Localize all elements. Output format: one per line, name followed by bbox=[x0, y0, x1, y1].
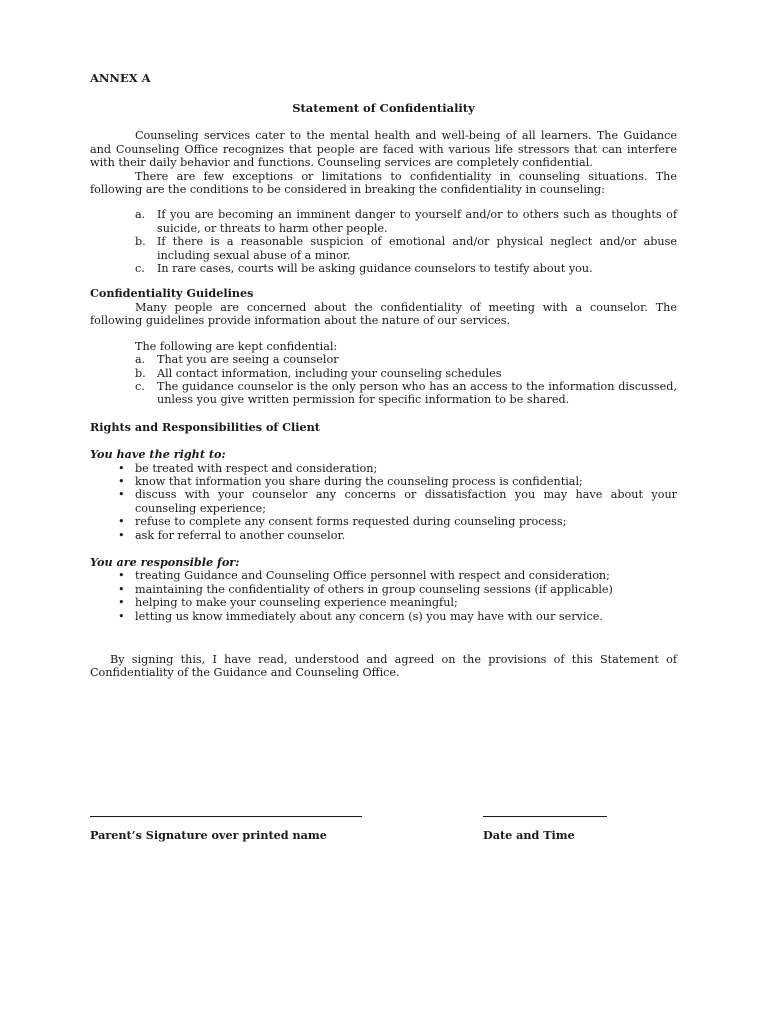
kept-confidential-intro: The following are kept confidential: bbox=[135, 339, 338, 353]
list-item bbox=[90, 583, 677, 596]
guidelines-paragraph: Many people are concerned about the confidentiality of meeting with a counselor. The following guidelines provide information about the nature of our services. bbox=[90, 300, 677, 328]
list-item-label: c. bbox=[135, 379, 145, 393]
list-item bbox=[90, 515, 677, 528]
guidelines-heading: Confidentiality Guidelines bbox=[90, 286, 254, 301]
right-to-heading: You have the right to: bbox=[90, 447, 226, 462]
list-item-label: b. bbox=[135, 366, 146, 380]
intro-paragraph-1: Counseling services cater to the mental health and well-being of all learners. The Guidance and Counseling Office recognizes that people are faced with various life stressors that can interfere with their daily behavior and functions. Counseling services are completely confidential. bbox=[90, 129, 677, 170]
list-item-text: If there is a reasonable suspicion of emotional and/or physical neglect and/or abuse including sexual abuse of a minor. bbox=[157, 235, 677, 262]
list-item bbox=[135, 262, 677, 275]
list-item bbox=[90, 596, 677, 609]
list-item-text: know that information you share during the counseling process is confidential; bbox=[135, 474, 583, 488]
rights-heading: Rights and Responsibilities of Client bbox=[90, 419, 320, 434]
list-item-text: refuse to complete any consent forms requested during counseling process; bbox=[135, 515, 567, 529]
intro-paragraph-2: There are few exceptions or limitations to confidentiality in counseling situations. The following are the conditions to be considered in breaking the confidentiality in counseling: bbox=[90, 169, 677, 197]
list-item bbox=[90, 610, 677, 623]
list-item-text: discuss with your counselor any concerns or dissatisfaction you may have about your counseling experience; bbox=[135, 488, 677, 515]
list-item bbox=[90, 488, 677, 515]
list-item-text: All contact information, including your counseling schedules bbox=[157, 366, 502, 380]
responsibilities-list bbox=[90, 569, 677, 623]
list-item-label: b. bbox=[135, 235, 146, 249]
document-page bbox=[90, 72, 677, 680]
list-item-label: a. bbox=[135, 208, 146, 222]
date-time-line bbox=[483, 816, 607, 817]
list-item-text: letting us know immediately about any concern (s) you may have with our service. bbox=[135, 609, 603, 623]
list-item bbox=[90, 529, 677, 542]
rights-list bbox=[90, 462, 677, 542]
date-time-label: Date and Time bbox=[483, 828, 575, 842]
list-item bbox=[135, 208, 677, 235]
bullet-icon: • bbox=[118, 461, 125, 475]
list-item-text: be treated with respect and consideration; bbox=[135, 461, 378, 475]
annex-label: ANNEX A bbox=[90, 71, 151, 85]
parent-signature-label: Parent’s Signature over printed name bbox=[90, 828, 327, 842]
bullet-icon: • bbox=[118, 488, 125, 502]
list-item bbox=[135, 235, 677, 262]
list-item-label: a. bbox=[135, 353, 146, 367]
bullet-icon: • bbox=[118, 609, 125, 623]
list-item-label: c. bbox=[135, 262, 145, 276]
closing-statement: By signing this, I have read, understood and agreed on the provisions of this Statement of Confidentiality of the Guidance and Counseling Office. bbox=[90, 653, 677, 680]
bullet-icon: • bbox=[118, 596, 125, 610]
list-item-text: maintaining the confidentiality of others in group counseling sessions (if applicable) bbox=[135, 582, 613, 596]
bullet-icon: • bbox=[118, 528, 125, 542]
bullet-icon: • bbox=[118, 515, 125, 529]
list-item bbox=[90, 462, 677, 475]
list-item-text: If you are becoming an imminent danger to yourself and/or to others such as thoughts of suicide, or threats to harm other people. bbox=[157, 208, 677, 235]
list-item-text: The guidance counselor is the only person who has an access to the information discussed, unless you give written permission for specific information to be shared. bbox=[157, 379, 677, 407]
document-title: Statement of Confidentiality bbox=[292, 101, 475, 115]
list-item-text: treating Guidance and Counseling Office personnel with respect and consideration; bbox=[135, 569, 610, 583]
list-item bbox=[90, 475, 677, 488]
bullet-icon: • bbox=[118, 569, 125, 583]
bullet-icon: • bbox=[118, 474, 125, 488]
list-item bbox=[135, 380, 677, 407]
parent-signature-line bbox=[90, 816, 362, 817]
list-item bbox=[90, 569, 677, 582]
bullet-icon: • bbox=[118, 582, 125, 596]
kept-confidential-list bbox=[135, 353, 677, 407]
list-item-text: In rare cases, courts will be asking guidance counselors to testify about you. bbox=[157, 262, 593, 276]
list-item-text: helping to make your counseling experience meaningful; bbox=[135, 596, 458, 610]
list-item-text: That you are seeing a counselor bbox=[157, 353, 339, 367]
responsible-for-heading: You are responsible for: bbox=[90, 554, 240, 569]
list-item-text: ask for referral to another counselor. bbox=[135, 528, 346, 542]
list-item bbox=[135, 367, 677, 380]
exceptions-list bbox=[135, 208, 677, 275]
list-item bbox=[135, 353, 677, 366]
